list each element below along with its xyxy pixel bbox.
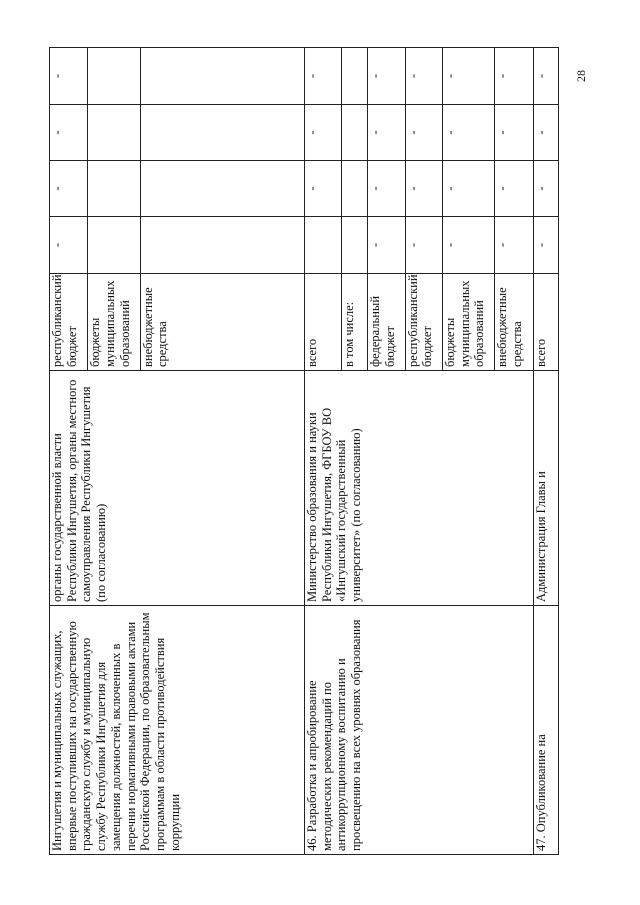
value-cell: -: [304, 105, 341, 161]
funding-source-cell: республиканский бюджет: [405, 274, 442, 371]
funding-source-cell: всего: [533, 274, 558, 371]
value-cell: [88, 105, 140, 161]
value-cell: [342, 48, 368, 105]
value-cell: [342, 217, 368, 274]
funding-source-cell: в том числе:: [342, 274, 368, 371]
value-cell: [140, 161, 304, 217]
value-cell: -: [304, 161, 341, 217]
value-cell: -: [368, 48, 405, 105]
table-row: [533, 48, 558, 855]
value-cell: -: [405, 217, 442, 274]
value-cell: -: [368, 161, 405, 217]
funding-source-cell: республиканский бюджет: [50, 274, 88, 371]
funding-source-cell: внебюджетные средства: [140, 274, 304, 371]
value-cell: -: [495, 161, 533, 217]
value-cell: -: [495, 48, 533, 105]
value-cell: -: [368, 105, 405, 161]
value-cell: [88, 161, 140, 217]
table-row: [50, 48, 88, 855]
executor-cell: органы государственной власти Республики Ингушетия, органы местного самоуправления Республики Ингушетия (по согласованию): [50, 371, 305, 606]
value-cell: -: [405, 161, 442, 217]
value-cell: -: [533, 217, 558, 274]
funding-source-cell: федеральный бюджет: [368, 274, 405, 371]
value-cell: -: [50, 217, 88, 274]
value-cell: -: [443, 161, 495, 217]
value-cell: -: [443, 217, 495, 274]
value-cell: -: [443, 105, 495, 161]
value-cell: -: [405, 105, 442, 161]
event-cell: 47. Опубликование на: [533, 606, 558, 855]
funding-source-cell: внебюджетные средства: [495, 274, 533, 371]
value-cell: -: [533, 105, 558, 161]
value-cell: [304, 217, 341, 274]
value-cell: -: [533, 48, 558, 105]
table-row: [304, 48, 341, 855]
page-number: 28: [574, 70, 588, 82]
executor-cell: Министерство образования и науки Республики Ингушетия, ФГБОУ ВО «Ингушский государственный университет» (по согласованию): [304, 371, 533, 606]
funding-source-cell: бюджеты муниципальных образований: [88, 274, 140, 371]
value-cell: -: [405, 48, 442, 105]
value-cell: -: [495, 217, 533, 274]
program-table: [49, 47, 559, 855]
value-cell: -: [368, 217, 405, 274]
value-cell: -: [443, 48, 495, 105]
value-cell: [140, 48, 304, 105]
value-cell: [342, 161, 368, 217]
value-cell: [342, 105, 368, 161]
value-cell: [88, 48, 140, 105]
event-cell: 46. Разработка и апробирование методических рекомендаций по антикоррупционному воспитанию и просвещению на всех уровнях образования: [304, 606, 533, 855]
event-cell: Ингушетия и муниципальных служащих, впервые поступивших на государственную гражданскую службу и муниципальную службу Республики Ингушетия для замещения должностей, включенных в перечни нормативными правовыми актами Российской Федерации, по образовательным программам в области противодействия коррупции: [50, 606, 305, 855]
value-cell: -: [50, 105, 88, 161]
value-cell: [140, 105, 304, 161]
value-cell: [140, 217, 304, 274]
value-cell: -: [495, 105, 533, 161]
value-cell: -: [304, 48, 341, 105]
value-cell: -: [50, 161, 88, 217]
executor-cell: Администрация Главы и: [533, 371, 558, 606]
value-cell: -: [533, 161, 558, 217]
value-cell: [88, 217, 140, 274]
funding-source-cell: бюджеты муниципальных образований: [443, 274, 495, 371]
value-cell: -: [50, 48, 88, 105]
funding-source-cell: всего: [304, 274, 341, 371]
